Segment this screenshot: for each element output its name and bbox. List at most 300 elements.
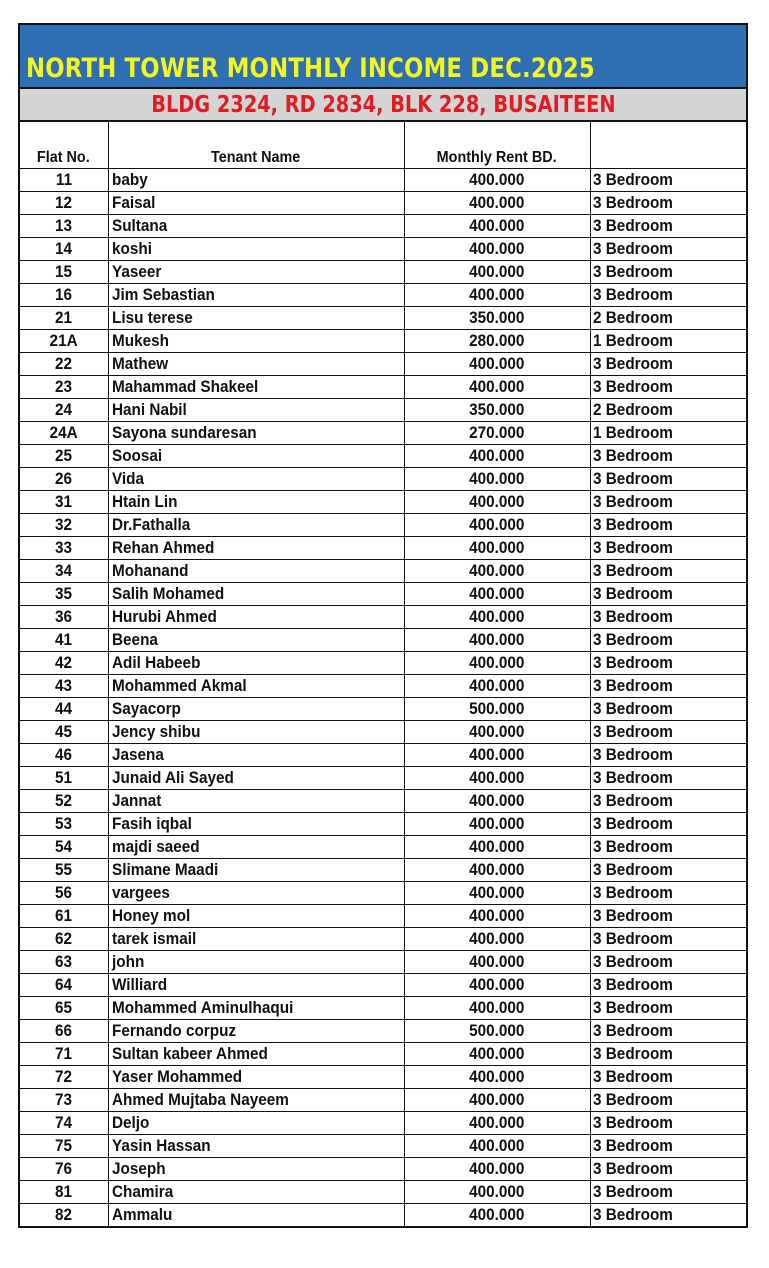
tenant-cell (108, 330, 404, 353)
subtitle-band (20, 89, 746, 122)
rent-cell (404, 1089, 590, 1112)
flat-cell (20, 859, 108, 882)
rent-cell (404, 192, 590, 215)
unit-type-cell-text: 3 Bedroom (592, 515, 673, 534)
tenant-cell-text: Ahmed Mujtaba Nayeem (111, 1090, 289, 1109)
rent-cell-text: 400.000 (469, 492, 525, 511)
tenant-cell-text: Junaid Ali Sayed (111, 768, 234, 787)
flat-cell-text: 53 (55, 814, 73, 833)
flat-cell (20, 928, 108, 951)
rent-cell-text: 400.000 (469, 1159, 525, 1178)
header-flat-no (20, 122, 108, 169)
flat-cell-text: 55 (55, 860, 73, 879)
tenant-cell-text: Mohammed Aminulhaqui (111, 998, 293, 1017)
table-row (20, 859, 746, 882)
flat-cell (20, 537, 108, 560)
tenant-cell (108, 468, 404, 491)
rent-cell-text: 500.000 (469, 699, 525, 718)
flat-cell-text: 41 (55, 630, 73, 649)
tenant-cell-text: Lisu terese (111, 308, 193, 327)
tenant-cell (108, 422, 404, 445)
unit-type-cell (590, 376, 746, 399)
rent-cell-text: 400.000 (469, 791, 525, 810)
unit-type-cell-text: 3 Bedroom (592, 929, 673, 948)
flat-cell (20, 169, 108, 192)
flat-cell (20, 238, 108, 261)
tenant-cell (108, 215, 404, 238)
flat-cell-text: 33 (55, 538, 73, 557)
tenant-cell (108, 1020, 404, 1043)
flat-cell (20, 1089, 108, 1112)
tenant-cell-text: Soosai (111, 446, 162, 465)
tenant-cell-text: Yasin Hassan (111, 1136, 211, 1155)
rent-cell-text: 400.000 (469, 1136, 525, 1155)
flat-cell (20, 1181, 108, 1204)
flat-cell-text: 15 (55, 262, 73, 281)
flat-cell-text: 81 (55, 1182, 73, 1201)
rent-cell (404, 169, 590, 192)
flat-cell (20, 767, 108, 790)
flat-cell-text: 21 (55, 308, 73, 327)
rent-cell (404, 353, 590, 376)
table-row (20, 1158, 746, 1181)
rent-cell (404, 882, 590, 905)
rent-cell-text: 400.000 (469, 1205, 525, 1224)
rent-cell (404, 215, 590, 238)
tenant-cell (108, 491, 404, 514)
unit-type-cell (590, 905, 746, 928)
rent-cell (404, 560, 590, 583)
unit-type-cell (590, 790, 746, 813)
tenant-cell (108, 652, 404, 675)
rent-cell (404, 284, 590, 307)
unit-type-cell-text: 3 Bedroom (592, 952, 673, 971)
tenant-cell-text: Beena (111, 630, 158, 649)
unit-type-cell (590, 813, 746, 836)
table-row (20, 1135, 746, 1158)
tenant-cell (108, 238, 404, 261)
flat-cell-text: 11 (55, 170, 72, 189)
flat-cell (20, 445, 108, 468)
flat-cell (20, 583, 108, 606)
rent-cell (404, 1043, 590, 1066)
rent-cell-text: 350.000 (469, 308, 525, 327)
unit-type-cell (590, 1089, 746, 1112)
flat-cell (20, 790, 108, 813)
table-row (20, 238, 746, 261)
rent-cell-text: 400.000 (469, 1044, 525, 1063)
table-row (20, 1181, 746, 1204)
tenant-cell (108, 997, 404, 1020)
flat-cell (20, 307, 108, 330)
header-tenant-name (108, 122, 404, 169)
unit-type-cell-text: 3 Bedroom (592, 1067, 673, 1086)
rent-cell (404, 330, 590, 353)
rent-cell-text: 400.000 (469, 469, 525, 488)
flat-cell (20, 675, 108, 698)
table-row (20, 261, 746, 284)
rent-cell-text: 400.000 (469, 285, 525, 304)
tenant-cell (108, 905, 404, 928)
rent-cell (404, 1204, 590, 1227)
table-row (20, 491, 746, 514)
rent-cell-text: 400.000 (469, 1067, 525, 1086)
unit-type-cell (590, 422, 746, 445)
rent-cell (404, 1020, 590, 1043)
unit-type-cell-text: 3 Bedroom (592, 699, 673, 718)
tenant-cell-text: Mohammed Akmal (111, 676, 247, 695)
rent-cell (404, 238, 590, 261)
flat-cell-text: 26 (55, 469, 73, 488)
unit-type-cell (590, 445, 746, 468)
rent-cell-text: 400.000 (469, 607, 525, 626)
tenant-cell (108, 1181, 404, 1204)
flat-cell (20, 1020, 108, 1043)
tenant-cell (108, 1089, 404, 1112)
flat-cell (20, 905, 108, 928)
table-row (20, 675, 746, 698)
flat-cell-text: 22 (55, 354, 73, 373)
flat-cell (20, 1158, 108, 1181)
tenant-cell (108, 790, 404, 813)
rent-cell (404, 1158, 590, 1181)
table-row (20, 537, 746, 560)
flat-cell-text: 65 (55, 998, 73, 1017)
unit-type-cell-text: 3 Bedroom (592, 676, 673, 695)
table-row (20, 376, 746, 399)
rent-cell (404, 698, 590, 721)
tenant-cell-text: Sultana (111, 216, 167, 235)
unit-type-cell-text: 3 Bedroom (592, 469, 673, 488)
flat-cell-text: 21A (49, 331, 78, 350)
title-band (20, 25, 746, 89)
flat-cell (20, 744, 108, 767)
unit-type-cell-text: 3 Bedroom (592, 170, 673, 189)
table-row (20, 583, 746, 606)
unit-type-cell-text: 3 Bedroom (592, 883, 673, 902)
tenant-cell (108, 261, 404, 284)
unit-type-cell (590, 606, 746, 629)
rent-cell-text: 400.000 (469, 906, 525, 925)
unit-type-cell-text: 3 Bedroom (592, 492, 673, 511)
table-row (20, 169, 746, 192)
flat-cell (20, 353, 108, 376)
unit-type-cell-text: 3 Bedroom (592, 791, 673, 810)
tenant-cell (108, 882, 404, 905)
header-tenant-name-label: Tenant Name (211, 149, 301, 166)
rent-cell-text: 400.000 (469, 860, 525, 879)
flat-cell-text: 56 (55, 883, 73, 902)
tenant-cell (108, 606, 404, 629)
flat-cell-text: 43 (55, 676, 73, 695)
table-row (20, 767, 746, 790)
table-row (20, 813, 746, 836)
rent-cell-text: 400.000 (469, 354, 525, 373)
flat-cell (20, 698, 108, 721)
flat-cell (20, 192, 108, 215)
unit-type-cell-text: 3 Bedroom (592, 561, 673, 580)
flat-cell-text: 51 (55, 768, 73, 787)
unit-type-cell (590, 583, 746, 606)
tenant-cell (108, 284, 404, 307)
tenant-cell-text: Fernando corpuz (111, 1021, 236, 1040)
tenant-cell (108, 744, 404, 767)
unit-type-cell (590, 767, 746, 790)
tenant-cell-text: Mohanand (111, 561, 188, 580)
flat-cell-text: 46 (55, 745, 73, 764)
flat-cell-text: 31 (55, 492, 73, 511)
table-row (20, 629, 746, 652)
flat-cell (20, 376, 108, 399)
tenant-cell-text: Jency shibu (111, 722, 200, 741)
rent-cell (404, 675, 590, 698)
flat-cell-text: 75 (55, 1136, 73, 1155)
unit-type-cell (590, 951, 746, 974)
unit-type-cell (590, 744, 746, 767)
unit-type-cell (590, 652, 746, 675)
rent-cell-text: 400.000 (469, 1090, 525, 1109)
table-row (20, 928, 746, 951)
tenant-cell (108, 514, 404, 537)
tenant-cell-text: vargees (111, 883, 170, 902)
tenant-cell (108, 537, 404, 560)
flat-cell (20, 514, 108, 537)
unit-type-cell (590, 330, 746, 353)
flat-cell (20, 997, 108, 1020)
rent-cell-text: 400.000 (469, 722, 525, 741)
table-row (20, 422, 746, 445)
unit-type-cell (590, 1043, 746, 1066)
flat-cell-text: 24A (49, 423, 78, 442)
tenant-cell-text: Dr.Fathalla (111, 515, 190, 534)
tenant-cell-text: Williard (111, 975, 167, 994)
rent-cell (404, 491, 590, 514)
rent-cell-text: 400.000 (469, 538, 525, 557)
rent-cell-text: 400.000 (469, 561, 525, 580)
table-row (20, 1089, 746, 1112)
rent-cell (404, 399, 590, 422)
unit-type-cell-text: 3 Bedroom (592, 998, 673, 1017)
header-unit-type (590, 122, 746, 169)
rent-cell (404, 1135, 590, 1158)
tenant-cell (108, 376, 404, 399)
unit-type-cell (590, 284, 746, 307)
flat-cell-text: 64 (55, 975, 73, 994)
rent-cell (404, 813, 590, 836)
unit-type-cell (590, 353, 746, 376)
flat-cell (20, 1066, 108, 1089)
unit-type-cell (590, 1020, 746, 1043)
flat-cell-text: 25 (55, 446, 73, 465)
unit-type-cell-text: 3 Bedroom (592, 653, 673, 672)
tenant-cell (108, 445, 404, 468)
table-row (20, 974, 746, 997)
tenant-cell (108, 1112, 404, 1135)
unit-type-cell-text: 3 Bedroom (592, 1182, 673, 1201)
tenant-cell-text: Sayacorp (111, 699, 181, 718)
table-row (20, 514, 746, 537)
rent-cell (404, 859, 590, 882)
tenant-cell (108, 583, 404, 606)
unit-type-cell (590, 491, 746, 514)
tenant-cell (108, 1204, 404, 1227)
table-row (20, 1112, 746, 1135)
flat-cell-text: 74 (55, 1113, 73, 1132)
unit-type-cell (590, 1112, 746, 1135)
header-row (20, 122, 746, 169)
rent-cell (404, 652, 590, 675)
rent-cell (404, 836, 590, 859)
unit-type-cell-text: 3 Bedroom (592, 722, 673, 741)
rent-cell (404, 376, 590, 399)
table-row (20, 353, 746, 376)
flat-cell (20, 606, 108, 629)
rent-cell-text: 400.000 (469, 998, 525, 1017)
table-row (20, 560, 746, 583)
unit-type-cell (590, 169, 746, 192)
unit-type-cell (590, 928, 746, 951)
rent-cell-text: 400.000 (469, 745, 525, 764)
unit-type-cell (590, 560, 746, 583)
tenant-cell (108, 974, 404, 997)
tenant-cell (108, 192, 404, 215)
rent-cell-text: 400.000 (469, 975, 525, 994)
rent-cell-text: 400.000 (469, 1182, 525, 1201)
tenant-cell (108, 928, 404, 951)
tenant-cell-text: koshi (111, 239, 152, 258)
unit-type-cell (590, 514, 746, 537)
flat-cell (20, 422, 108, 445)
table-row (20, 744, 746, 767)
tenant-cell-text: Slimane Maadi (111, 860, 218, 879)
rent-cell (404, 790, 590, 813)
flat-cell-text: 32 (55, 515, 73, 534)
tenant-cell-text: Sayona sundaresan (111, 423, 257, 442)
tenant-cell-text: Jasena (111, 745, 164, 764)
rent-cell (404, 951, 590, 974)
tenant-cell-text: john (111, 952, 144, 971)
rent-cell (404, 583, 590, 606)
rent-cell-text: 400.000 (469, 216, 525, 235)
table-row (20, 836, 746, 859)
unit-type-cell (590, 399, 746, 422)
tenant-cell (108, 721, 404, 744)
tenant-cell-text: Mahammad Shakeel (111, 377, 258, 396)
unit-type-cell (590, 836, 746, 859)
rent-cell (404, 307, 590, 330)
flat-cell (20, 399, 108, 422)
rent-cell-text: 400.000 (469, 929, 525, 948)
tenant-cell-text: Htain Lin (111, 492, 177, 511)
tenant-cell-text: Honey mol (111, 906, 190, 925)
flat-cell (20, 882, 108, 905)
tenant-cell-text: Jannat (111, 791, 161, 810)
tenant-cell-text: tarek ismail (111, 929, 196, 948)
tenant-cell-text: Hurubi Ahmed (111, 607, 217, 626)
tenant-cell-text: baby (111, 170, 148, 189)
header-flat-no-label: Flat No. (37, 149, 91, 166)
table-row (20, 698, 746, 721)
flat-cell-text: 52 (55, 791, 73, 810)
tenant-cell-text: Adil Habeeb (111, 653, 200, 672)
flat-cell (20, 652, 108, 675)
table-row (20, 284, 746, 307)
tenant-cell-text: Fasih iqbal (111, 814, 192, 833)
tenant-cell (108, 560, 404, 583)
rent-cell (404, 767, 590, 790)
table-row (20, 652, 746, 675)
table-row (20, 951, 746, 974)
table-body (20, 169, 746, 1227)
table-row (20, 721, 746, 744)
unit-type-cell-text: 3 Bedroom (592, 538, 673, 557)
unit-type-cell (590, 537, 746, 560)
tenant-cell-text: Yaseer (111, 262, 161, 281)
unit-type-cell-text: 3 Bedroom (592, 1021, 673, 1040)
table-row (20, 330, 746, 353)
table-row (20, 1066, 746, 1089)
unit-type-cell (590, 1066, 746, 1089)
unit-type-cell (590, 1181, 746, 1204)
flat-cell-text: 42 (55, 653, 73, 672)
unit-type-cell-text: 3 Bedroom (592, 906, 673, 925)
flat-cell-text: 35 (55, 584, 73, 603)
unit-type-cell (590, 721, 746, 744)
unit-type-cell-text: 3 Bedroom (592, 1113, 673, 1132)
rent-cell-text: 400.000 (469, 446, 525, 465)
unit-type-cell (590, 974, 746, 997)
unit-type-cell-text: 3 Bedroom (592, 377, 673, 396)
table-row (20, 1204, 746, 1227)
rent-cell-text: 280.000 (469, 331, 525, 350)
rent-cell (404, 422, 590, 445)
unit-type-cell (590, 629, 746, 652)
table-row (20, 1043, 746, 1066)
tenant-cell (108, 629, 404, 652)
unit-type-cell-text: 3 Bedroom (592, 975, 673, 994)
unit-type-cell-text: 3 Bedroom (592, 216, 673, 235)
rent-cell-text: 400.000 (469, 814, 525, 833)
flat-cell-text: 63 (55, 952, 73, 971)
tenant-cell-text: Jim Sebastian (111, 285, 215, 304)
flat-cell (20, 284, 108, 307)
rent-cell (404, 974, 590, 997)
rent-cell (404, 445, 590, 468)
flat-cell (20, 261, 108, 284)
flat-cell (20, 1112, 108, 1135)
flat-cell-text: 54 (55, 837, 73, 856)
unit-type-cell (590, 261, 746, 284)
rent-cell (404, 928, 590, 951)
unit-type-cell-text: 3 Bedroom (592, 262, 673, 281)
flat-cell-text: 36 (55, 607, 73, 626)
unit-type-cell-text: 3 Bedroom (592, 193, 673, 212)
rent-cell-text: 400.000 (469, 377, 525, 396)
flat-cell (20, 468, 108, 491)
table-row (20, 1020, 746, 1043)
tenant-cell (108, 1066, 404, 1089)
flat-cell (20, 1204, 108, 1227)
unit-type-cell-text: 3 Bedroom (592, 1136, 673, 1155)
unit-type-cell-text: 3 Bedroom (592, 814, 673, 833)
unit-type-cell (590, 1135, 746, 1158)
tenant-cell (108, 698, 404, 721)
table-row (20, 606, 746, 629)
tenant-cell (108, 859, 404, 882)
flat-cell (20, 560, 108, 583)
tenant-cell-text: Mukesh (111, 331, 169, 350)
tenant-cell-text: Yaser Mohammed (111, 1067, 242, 1086)
